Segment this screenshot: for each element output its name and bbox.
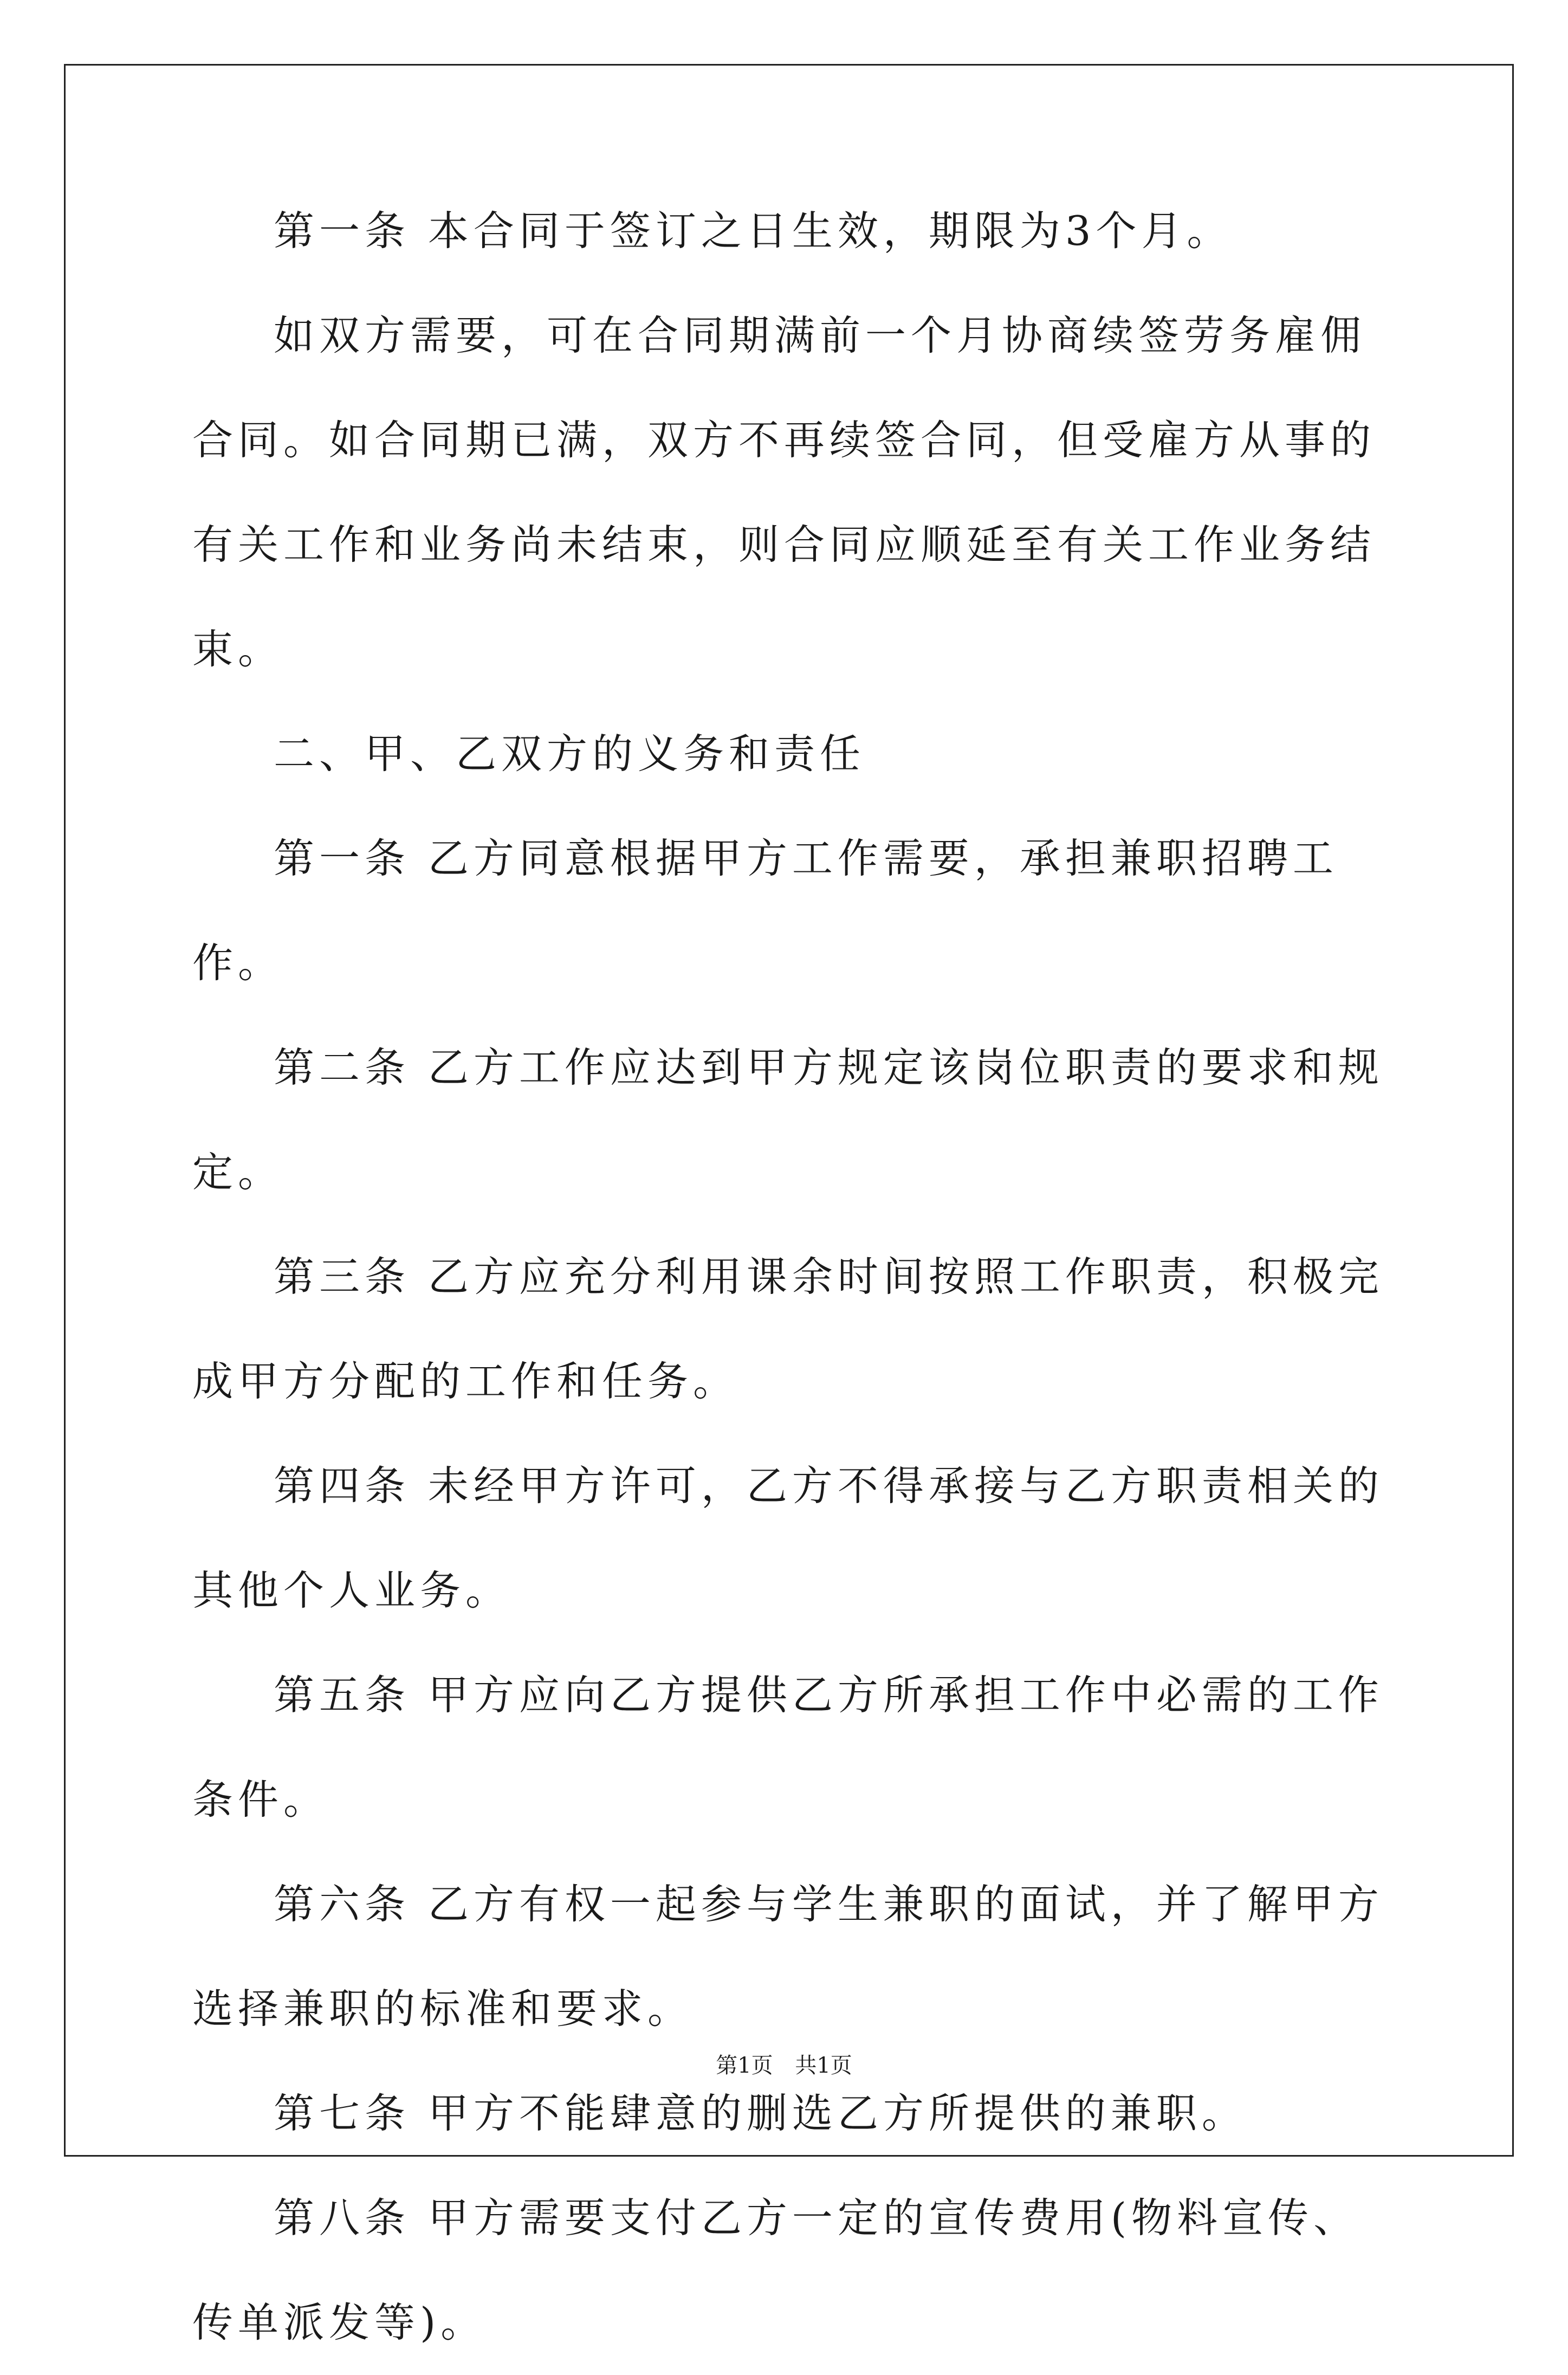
page-footer	[0, 2048, 1568, 2079]
paragraph-9: 第六条 乙方有权一起参与学生兼职的面试，并了解甲方选择兼职的标准和要求。	[192, 1880, 1384, 2033]
page-total: 共1页	[795, 2053, 852, 2078]
paragraph-4: 第一条 乙方同意根据甲方工作需要，承担兼职招聘工作。	[192, 834, 1338, 987]
paragraph-2: 如双方需要，可在合同期满前一个月协商续签劳务雇佣合同。如合同期已满，双方不再续签合同，但受雇方从事的有关工作和业务尚未结束，则合同应顺延至有关工作业务结束。	[192, 312, 1376, 673]
paragraph-1: 第一条 本合同于签订之日生效，期限为3个月。	[274, 207, 1233, 255]
section-heading: 二、甲、乙双方的义务和责任	[274, 730, 866, 778]
paragraph-10: 第七条 甲方不能肆意的删选乙方所提供的兼职。	[274, 2089, 1247, 2137]
document-body	[192, 179, 1384, 2375]
paragraph-7: 第四条 未经甲方许可，乙方不得承接与乙方职责相关的其他个人业务。	[192, 1462, 1384, 1614]
paragraph-5: 第二条 乙方工作应达到甲方规定该岗位职责的要求和规定。	[192, 1044, 1384, 1196]
paragraph-11: 第八条 甲方需要支付乙方一定的宣传费用(物料宣传、传单派发等)。	[192, 2194, 1359, 2346]
page-number: 第1页	[716, 2053, 773, 2078]
paragraph-8: 第五条 甲方应向乙方提供乙方所承担工作中必需的工作条件。	[192, 1671, 1384, 1823]
paragraph-6: 第三条 乙方应充分利用课余时间按照工作职责，积极完成甲方分配的工作和任务。	[192, 1253, 1384, 1405]
